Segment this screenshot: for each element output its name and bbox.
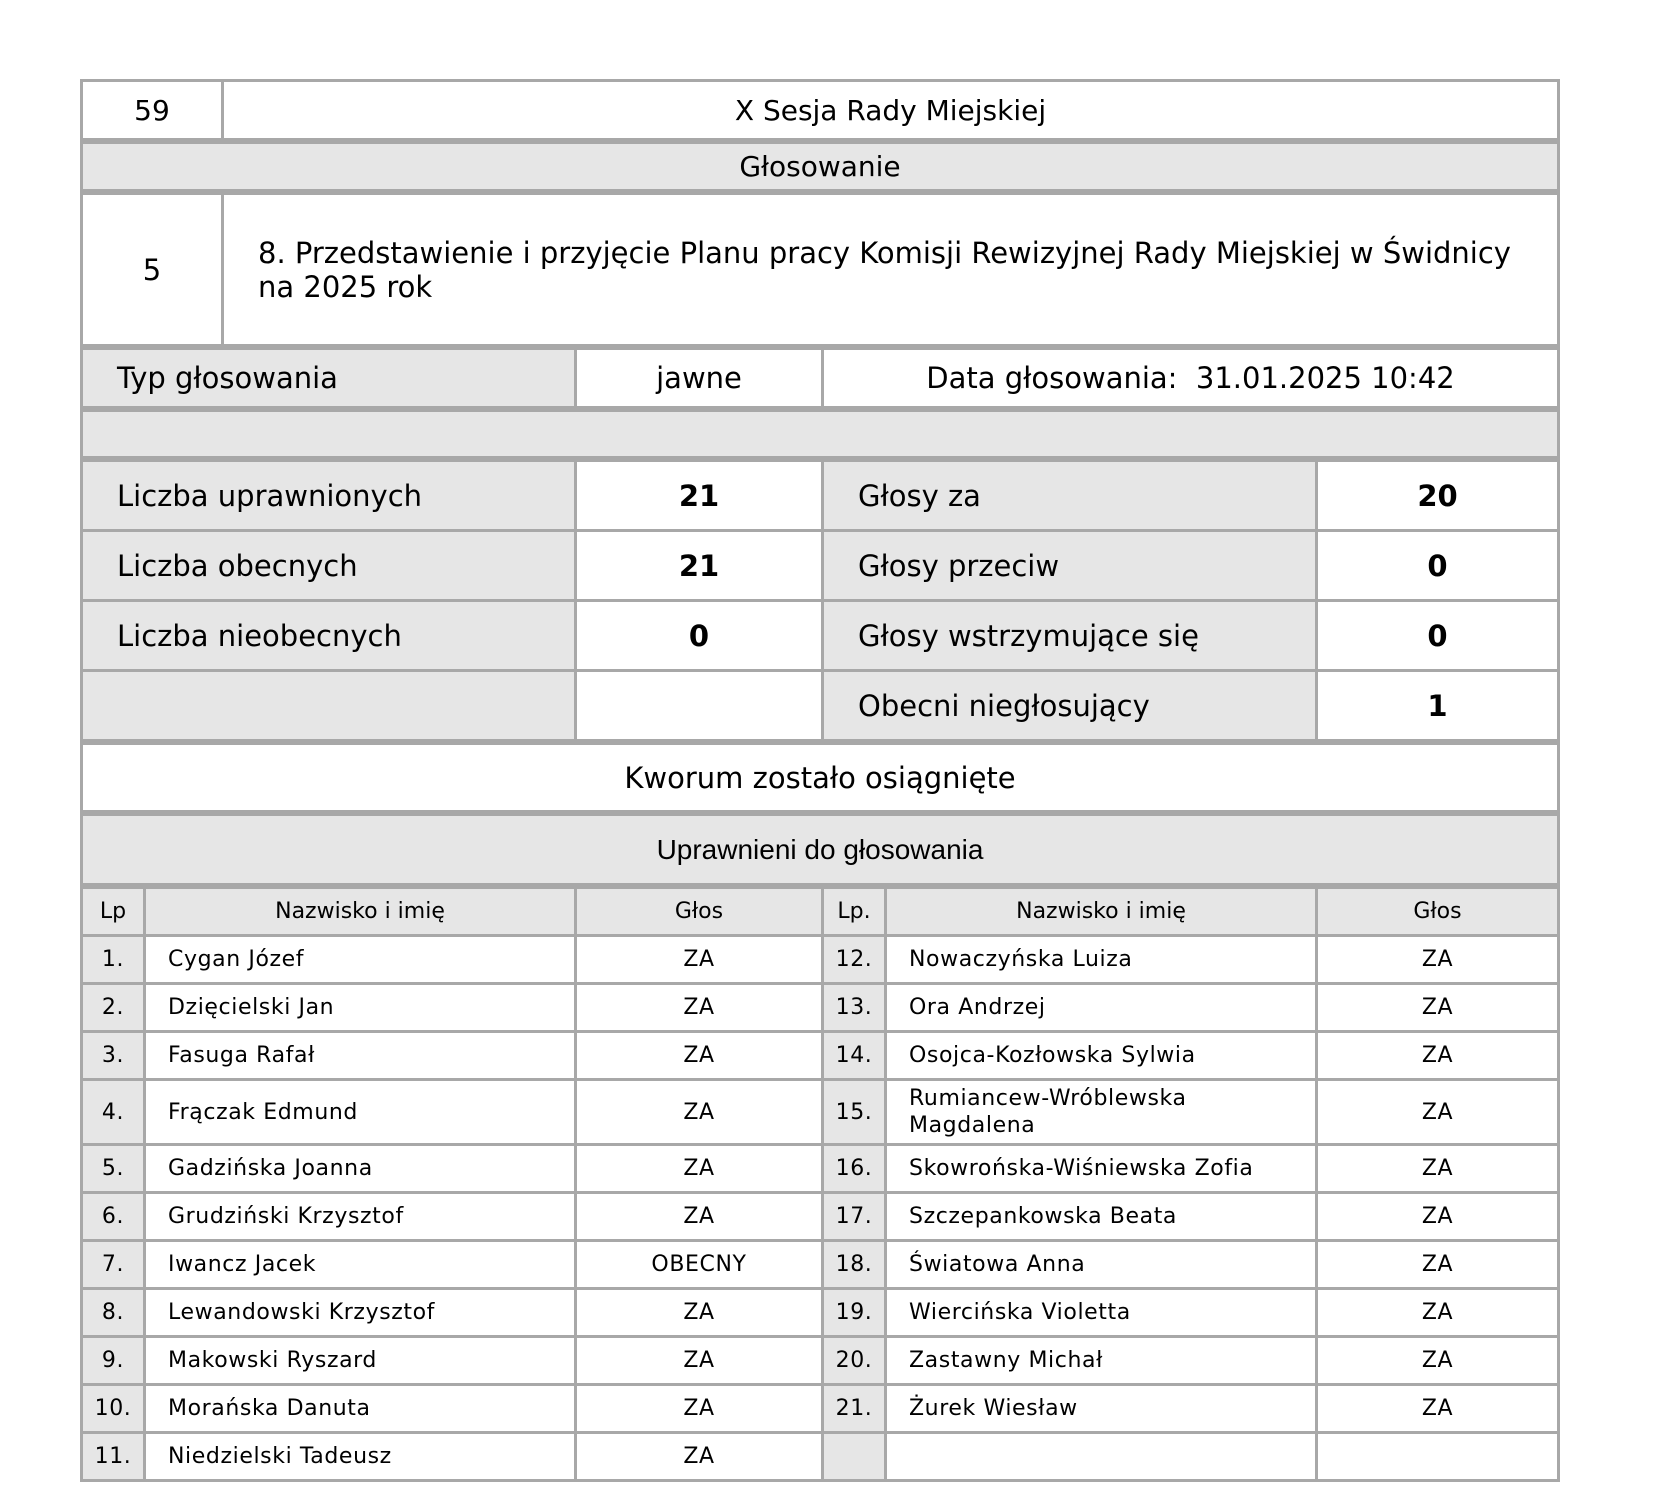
table-row bbox=[82, 1032, 1559, 1080]
section-table bbox=[80, 141, 1560, 192]
col-name-left: Nazwisko i imię bbox=[145, 888, 576, 936]
quorum-status: Kworum zostało osiągnięte bbox=[82, 744, 1559, 812]
voter-name: Frączak Edmund bbox=[145, 1080, 576, 1145]
voter-vote: ZA bbox=[576, 1080, 823, 1145]
voter-name: Osojca-Kozłowska Sylwia bbox=[886, 1032, 1317, 1080]
voter-lp: 17. bbox=[823, 1193, 886, 1241]
voter-vote: ZA bbox=[576, 1385, 823, 1433]
item-topic: 8. Przedstawienie i przyjęcie Planu pracy Komisji Rewizyjnej Rady Miejskiej w Świdnicy na 2025 rok bbox=[223, 194, 1559, 346]
voter-lp: 5. bbox=[82, 1145, 145, 1193]
voter-lp: 14. bbox=[823, 1032, 886, 1080]
voter-name: Nowaczyńska Luiza bbox=[886, 936, 1317, 984]
voter-lp: 2. bbox=[82, 984, 145, 1032]
vote-date-value: 31.01.2025 10:42 bbox=[1195, 361, 1455, 395]
absent-value: 0 bbox=[576, 601, 823, 671]
voter-name: Żurek Wiesław bbox=[886, 1385, 1317, 1433]
col-lp-left: Lp bbox=[82, 888, 145, 936]
item-number: 5 bbox=[82, 194, 223, 346]
entitled-value: 21 bbox=[576, 461, 823, 531]
voter-lp: 7. bbox=[82, 1241, 145, 1289]
stats-table bbox=[80, 459, 1560, 742]
voter-vote: ZA bbox=[1317, 1193, 1559, 1241]
voter-lp: 8. bbox=[82, 1289, 145, 1337]
voter-vote: ZA bbox=[576, 1032, 823, 1080]
table-row bbox=[82, 1241, 1559, 1289]
col-name-right: Nazwisko i imię bbox=[886, 888, 1317, 936]
voter-name: Dzięcielski Jan bbox=[145, 984, 576, 1032]
voter-lp: 11. bbox=[82, 1433, 145, 1481]
spacer-row bbox=[82, 411, 1559, 458]
voter-vote: ZA bbox=[576, 1433, 823, 1481]
vote-date-label: Data głosowania: bbox=[926, 361, 1178, 395]
table-row bbox=[82, 1080, 1559, 1145]
voter-name: Makowski Ryszard bbox=[145, 1337, 576, 1385]
item-table bbox=[80, 192, 1560, 347]
voter-lp: 4. bbox=[82, 1080, 145, 1145]
voter-vote: ZA bbox=[1317, 1145, 1559, 1193]
votes-for-label: Głosy za bbox=[823, 461, 1317, 531]
voter-lp: 3. bbox=[82, 1032, 145, 1080]
session-title: X Sesja Rady Miejskiej bbox=[223, 81, 1559, 140]
voter-lp: 13. bbox=[823, 984, 886, 1032]
vote-date bbox=[823, 349, 1559, 408]
voter-vote: ZA bbox=[576, 984, 823, 1032]
session-number: 59 bbox=[82, 81, 223, 140]
table-row bbox=[82, 1337, 1559, 1385]
voter-vote: ZA bbox=[576, 936, 823, 984]
voter-vote: ZA bbox=[576, 1337, 823, 1385]
col-vote-right: Głos bbox=[1317, 888, 1559, 936]
vote-type-label: Typ głosowania bbox=[82, 349, 576, 408]
col-lp-right: Lp. bbox=[823, 888, 886, 936]
nonvoting-value: 1 bbox=[1317, 671, 1559, 741]
votes-abstain-value: 0 bbox=[1317, 601, 1559, 671]
voter-lp: 6. bbox=[82, 1193, 145, 1241]
vote-info-table bbox=[80, 347, 1560, 409]
voter-lp: 18. bbox=[823, 1241, 886, 1289]
voter-lp: 10. bbox=[82, 1385, 145, 1433]
voter-vote: OBECNY bbox=[576, 1241, 823, 1289]
entitled-title-table bbox=[80, 813, 1560, 886]
entitled-label: Liczba uprawnionych bbox=[82, 461, 576, 531]
voter-name: Wiercińska Violetta bbox=[886, 1289, 1317, 1337]
voter-name: Zastawny Michał bbox=[886, 1337, 1317, 1385]
voter-name: Skowrońska-Wiśniewska Zofia bbox=[886, 1145, 1317, 1193]
voter-rows bbox=[82, 936, 1559, 1481]
voter-vote: ZA bbox=[1317, 984, 1559, 1032]
voter-lp: 15. bbox=[823, 1080, 886, 1145]
voter-vote bbox=[1317, 1433, 1559, 1481]
voter-lp: 16. bbox=[823, 1145, 886, 1193]
voter-name: Morańska Danuta bbox=[145, 1385, 576, 1433]
voter-lp: 12. bbox=[823, 936, 886, 984]
voter-name: Ora Andrzej bbox=[886, 984, 1317, 1032]
table-row bbox=[82, 984, 1559, 1032]
voter-name: Rumiancew-Wróblewska Magdalena bbox=[886, 1080, 1317, 1145]
table-row bbox=[82, 1145, 1559, 1193]
vote-type-value: jawne bbox=[576, 349, 823, 408]
voter-name: Fasuga Rafał bbox=[145, 1032, 576, 1080]
table-row bbox=[82, 1385, 1559, 1433]
present-value: 21 bbox=[576, 531, 823, 601]
table-row bbox=[82, 1289, 1559, 1337]
voter-name: Gadzińska Joanna bbox=[145, 1145, 576, 1193]
vote-report bbox=[80, 79, 1560, 1482]
voter-name: Grudziński Krzysztof bbox=[145, 1193, 576, 1241]
voter-lp: 21. bbox=[823, 1385, 886, 1433]
voter-vote: ZA bbox=[1317, 1080, 1559, 1145]
votes-against-label: Głosy przeciw bbox=[823, 531, 1317, 601]
empty-stat-label bbox=[82, 671, 576, 741]
voter-vote: ZA bbox=[576, 1193, 823, 1241]
voter-name: Światowa Anna bbox=[886, 1241, 1317, 1289]
table-row bbox=[82, 936, 1559, 984]
voter-lp: 20. bbox=[823, 1337, 886, 1385]
voter-vote: ZA bbox=[576, 1145, 823, 1193]
voter-vote: ZA bbox=[1317, 1385, 1559, 1433]
voter-lp bbox=[823, 1433, 886, 1481]
voters-table bbox=[80, 886, 1560, 1482]
voter-name: Iwancz Jacek bbox=[145, 1241, 576, 1289]
quorum-table bbox=[80, 742, 1560, 813]
votes-for-value: 20 bbox=[1317, 461, 1559, 531]
header-table bbox=[80, 79, 1560, 141]
voter-name: Niedzielski Tadeusz bbox=[145, 1433, 576, 1481]
voter-name: Cygan Józef bbox=[145, 936, 576, 984]
voter-vote: ZA bbox=[1317, 1337, 1559, 1385]
voter-vote: ZA bbox=[1317, 1032, 1559, 1080]
voter-name: Lewandowski Krzysztof bbox=[145, 1289, 576, 1337]
present-label: Liczba obecnych bbox=[82, 531, 576, 601]
absent-label: Liczba nieobecnych bbox=[82, 601, 576, 671]
table-row bbox=[82, 1193, 1559, 1241]
voter-name: Szczepankowska Beata bbox=[886, 1193, 1317, 1241]
voter-vote: ZA bbox=[1317, 936, 1559, 984]
nonvoting-label: Obecni niegłosujący bbox=[823, 671, 1317, 741]
voter-lp: 19. bbox=[823, 1289, 886, 1337]
spacer-table bbox=[80, 409, 1560, 459]
voter-vote: ZA bbox=[1317, 1289, 1559, 1337]
entitled-title: Uprawnieni do głosowania bbox=[82, 815, 1559, 885]
empty-stat-value bbox=[576, 671, 823, 741]
votes-against-value: 0 bbox=[1317, 531, 1559, 601]
voter-name bbox=[886, 1433, 1317, 1481]
voter-lp: 9. bbox=[82, 1337, 145, 1385]
votes-abstain-label: Głosy wstrzymujące się bbox=[823, 601, 1317, 671]
col-vote-left: Głos bbox=[576, 888, 823, 936]
voter-lp: 1. bbox=[82, 936, 145, 984]
table-row bbox=[82, 1433, 1559, 1481]
voter-vote: ZA bbox=[576, 1289, 823, 1337]
voter-vote: ZA bbox=[1317, 1241, 1559, 1289]
section-title: Głosowanie bbox=[82, 143, 1559, 191]
